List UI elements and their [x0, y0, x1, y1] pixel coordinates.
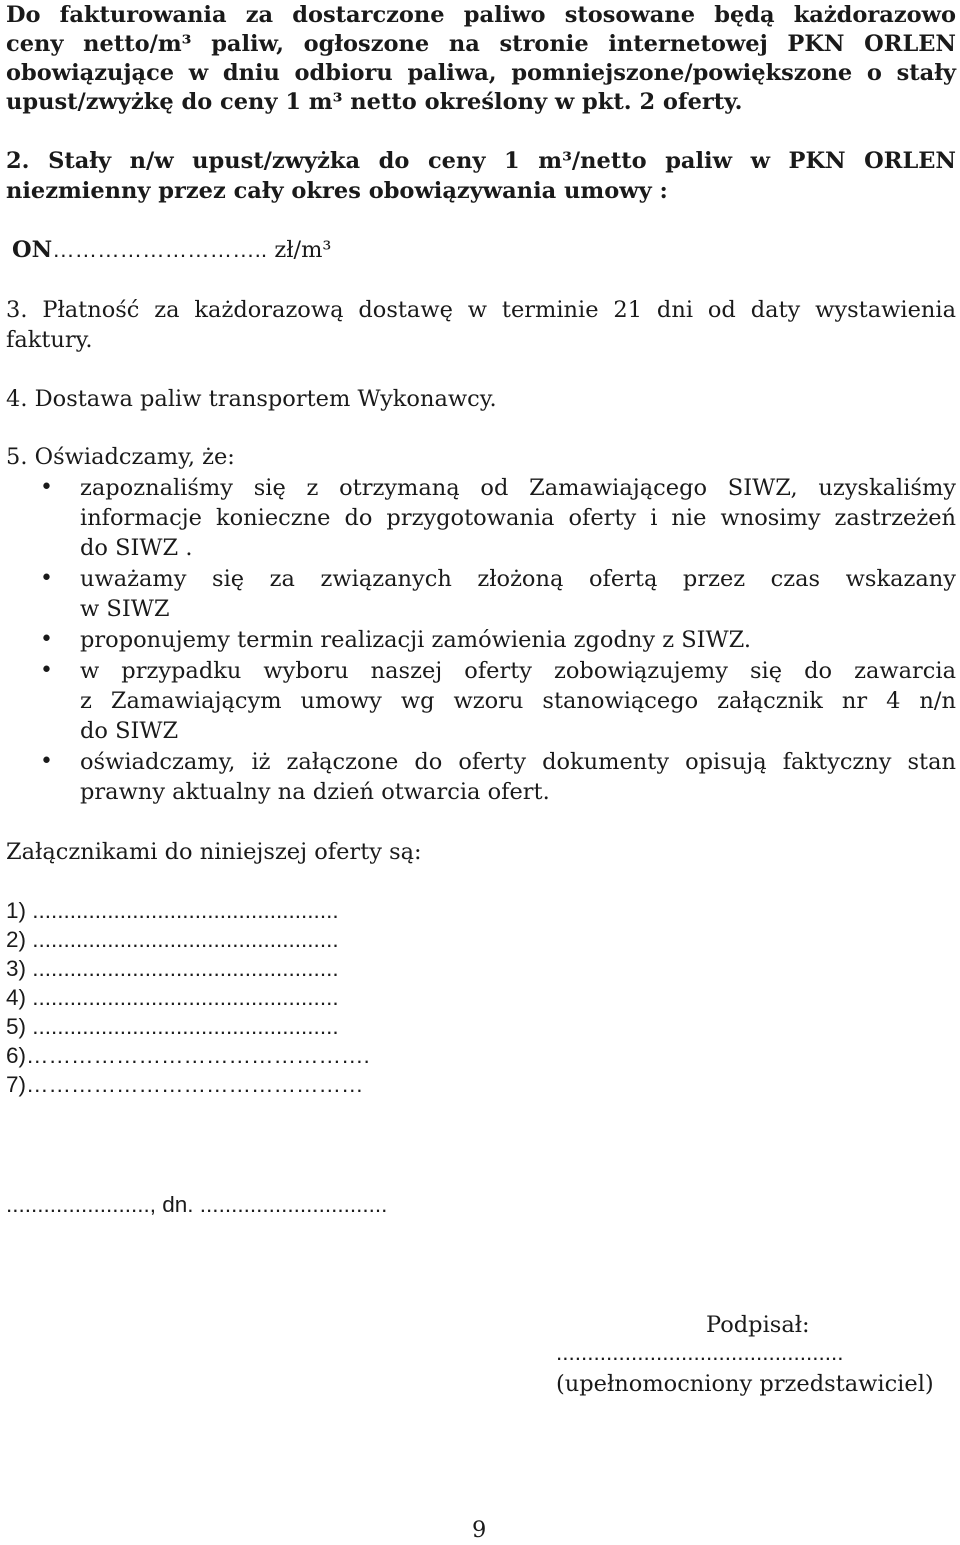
intro-line-3: obowiązujące w dniu odbioru paliwa, pomniejszone/powiększone o stały	[6, 60, 956, 86]
attachment-item-7: 7)………………………………………	[6, 1072, 364, 1097]
intro-line-4: upust/zwyżkę do ceny 1 m³ netto określony w pkt. 2 oferty.	[6, 89, 743, 115]
bullet-icon: •	[40, 658, 53, 683]
bullet4-line-2: z Zamawiającym umowy wg wzoru stanowiącego załącznik nr 4 n/n	[80, 688, 956, 714]
bullet-icon: •	[40, 749, 53, 774]
bullet4-line-3: do SIWZ	[80, 718, 179, 744]
bullet1-line-3: do SIWZ .	[80, 535, 193, 561]
point3-line-1: 3. Płatność za każdorazową dostawę w terminie 21 dni od daty wystawienia	[6, 297, 956, 323]
point3-line-2: faktury.	[6, 327, 93, 353]
bullet1-line-1: zapoznaliśmy się z otrzymaną od Zamawiającego SIWZ, uzyskaliśmy	[80, 475, 956, 501]
bullet2-line-2: w SIWZ	[80, 596, 170, 622]
signed-label: Podpisał:	[706, 1312, 810, 1338]
attachment-item-1: 1) .................................................	[6, 898, 339, 923]
place-date-line: ......................., dn. ..............................	[6, 1192, 388, 1217]
intro-line-2: ceny netto/m³ paliw, ogłoszone na stronie internetowej PKN ORLEN	[6, 31, 956, 57]
on-label: ON	[12, 237, 53, 263]
bullet5-line-2: prawny aktualny na dzień otwarcia ofert.	[80, 779, 550, 805]
bullet2-line-1: uważamy się za związanych złożoną ofertą przez czas wskazany	[80, 566, 956, 592]
intro-line-1: Do fakturowania za dostarczone paliwo stosowane będą każdorazowo	[6, 2, 956, 28]
attachment-item-4: 4) .................................................	[6, 985, 339, 1010]
bullet5-line-1: oświadczamy, iż załączone do oferty dokumenty opisują faktyczny stan	[80, 749, 956, 775]
bullet-icon: •	[40, 475, 53, 500]
point5-heading: 5. Oświadczamy, że:	[6, 444, 235, 470]
point2-line-1: 2. Stały n/w upust/zwyżka do ceny 1 m³/netto paliw w PKN ORLEN	[6, 148, 956, 174]
bullet1-line-2: informacje konieczne do przygotowania oferty i nie wnosimy zastrzeżeń	[80, 505, 956, 531]
on-unit: zł/m³	[267, 237, 332, 263]
bullet-icon: •	[40, 566, 53, 591]
attachments-heading: Załącznikami do niniejszej oferty są:	[6, 839, 422, 865]
signature-caption: (upełnomocniony przedstawiciel)	[556, 1371, 934, 1397]
on-price-line	[12, 235, 331, 265]
on-dots: ………………………..	[52, 237, 268, 262]
page-number: 9	[472, 1517, 487, 1543]
bullet3-line-1: proponujemy termin realizacji zamówienia zgodny z SIWZ.	[80, 627, 752, 653]
attachment-item-5: 5) .................................................	[6, 1014, 339, 1039]
attachment-item-2: 2) .................................................	[6, 927, 339, 952]
signature-line: ..............................................	[556, 1340, 844, 1365]
point2-line-2: niezmienny przez cały okres obowiązywania umowy :	[6, 178, 668, 204]
bullet-icon: •	[40, 627, 53, 652]
point4-line: 4. Dostawa paliw transportem Wykonawcy.	[6, 386, 497, 412]
attachment-item-6: 6)……………………………………….	[6, 1043, 370, 1068]
attachment-item-3: 3) .................................................	[6, 956, 339, 981]
bullet4-line-1: w przypadku wyboru naszej oferty zobowiązujemy się do zawarcia	[80, 658, 956, 684]
